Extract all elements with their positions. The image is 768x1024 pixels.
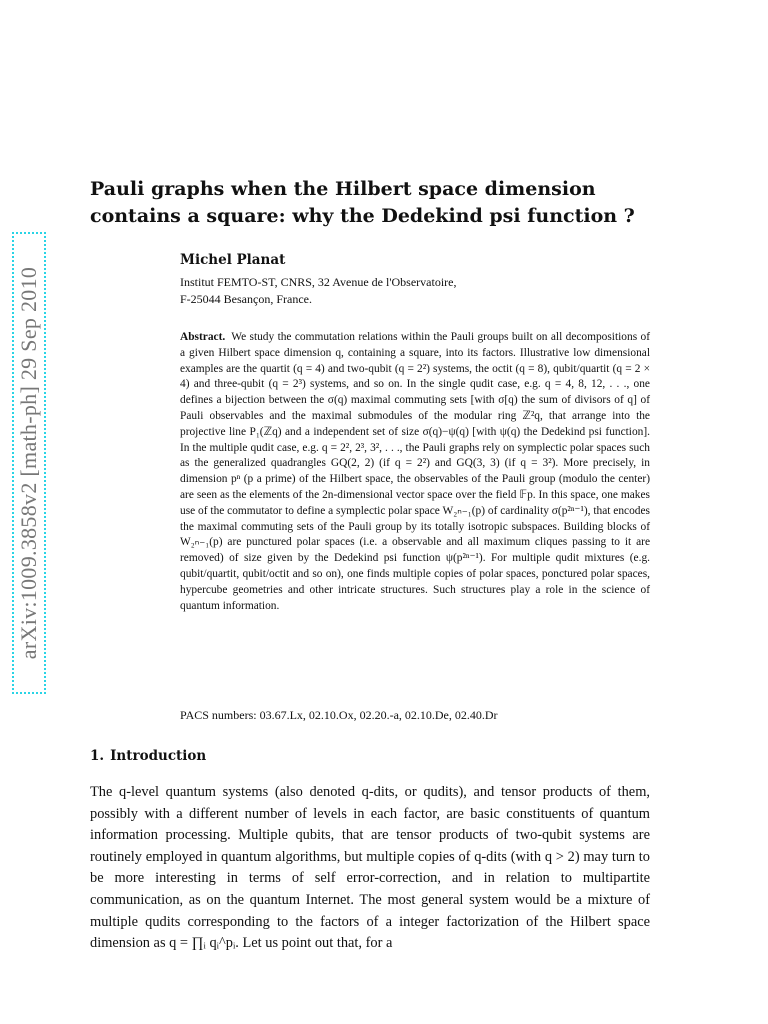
section-title: Introduction (110, 748, 207, 764)
section-number: 1. (90, 748, 105, 764)
abstract-label: Abstract. (180, 331, 226, 343)
paper-title: Pauli graphs when the Hilbert space dimension contains a square: why the Dedekind psi function ? (90, 178, 635, 227)
author-name: Michel Planat (180, 252, 286, 268)
arxiv-stamp (12, 232, 46, 694)
arxiv-id: arXiv:1009.3858v2 [math-ph] 29 Sep 2010 (16, 266, 41, 660)
pacs-numbers: PACS numbers: 03.67.Lx, 02.10.Ox, 02.20.-a, 02.10.De, 02.40.Dr (180, 708, 498, 722)
affiliation-line-1: Institut FEMTO-ST, CNRS, 32 Avenue de l'Observatoire, (180, 275, 457, 289)
intro-paragraph: The q-level quantum systems (also denoted q-dits, or qudits), and tensor products of them, possibly with a different number of levels in each factor, are basic constituents of quantum information processing. Multiple qubits, that are tensor products of two-qubit systems are routinely employed in quantum algorithms, but multiple copies of q-dits (with q > 2) may turn to be more interesting in terms of self error-correction, and in relation to multipartite communication, as on the quantum Internet. The most general system would be a mixture of multiple qudits corresponding to the factors of a integer factorization of the Hilbert space dimension as q = ∏ᵢ qᵢ^pᵢ. Let us point out that, for a (90, 784, 650, 952)
affiliation-line-2: F-25044 Besançon, France. (180, 292, 312, 306)
section-heading (90, 748, 206, 764)
abstract (180, 330, 650, 614)
affiliation (180, 274, 660, 308)
abstract-text: We study the commutation relations within the Pauli groups built on all decompositions of a given Hilbert space dimension q, containing a square, into its factors. Illustrative low dimensional examples are the quartit (q = 4) and two-qubit (q = 2²) systems, the octit (q = 8), qubit/quartit (q = 2 × 4) and three-qubit (q = 2³) systems, and so on. In the single qudit case, e.g. q = 4, 8, 12, . . ., one defines a bijection between the σ(q) maximal commuting sets [with σ[q) the sum of divisors of q] of Pauli observables and the maximal submodules of the modular ring ℤ²q, that arrange into the projective line P₁(ℤq) and a independent set of size σ(q)−ψ(q) [with ψ(q) the Dedekind psi function]. In the multiple qudit case, e.g. q = 2², 2³, 3², . . ., the Pauli graphs rely on symplectic polar spaces such as the generalized quadrangles GQ(2, 2) (if q = 2²) and GQ(3, 3) (if q = 3²). More precisely, in dimension pⁿ (p a prime) of the Hilbert space, the observables of the Pauli group (modulo the center) are seen as the elements of the 2n-dimensional vector space over the field 𝔽p. In this space, one makes use of the commutator to define a symplectic polar space W₂ₙ₋₁(p) of cardinality σ(p²ⁿ⁻¹), that encodes the maximal commuting sets of the Pauli group by its totally isotropic subspaces. Building blocks of W₂ₙ₋₁(p) are punctured polar spaces (i.e. a observable and all maximum cliques passing to it are removed) of size given by the Dedekind psi function ψ(p²ⁿ⁻¹). For multiple qudit mixtures (e.g. qubit/quartit, qubit/octit and so on), one finds multiple copies of polar spaces, ponctured polar spaces, hypercube geometries and other intricate structures. Such structures play a role in the science of quantum information. (180, 331, 650, 612)
